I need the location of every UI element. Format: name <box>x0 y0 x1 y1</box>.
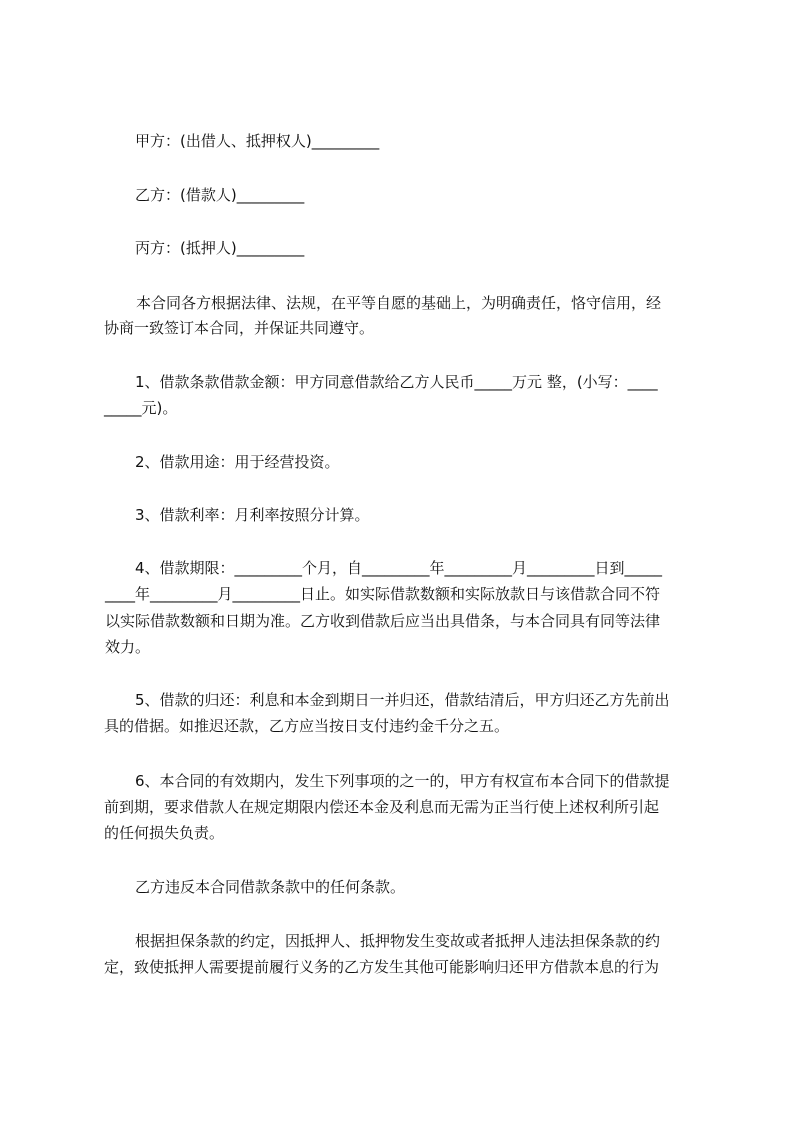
preamble-line-1: 本合同各方根据法律、法规，在平等自愿的基础上，为明确责任，恪守信用，经 <box>136 294 662 312</box>
clause2-line: 2、借款用途：用于经营投资。 <box>135 453 340 471</box>
clause4-line-1: 4、借款期限：_________个月，自_________年_________月_________日到_____ <box>135 559 663 577</box>
clause4-line-4: 效力。 <box>105 638 151 656</box>
clause1-line-2: _____元)。 <box>104 399 178 417</box>
party-b-line: 乙方：(借款人)_________ <box>135 186 305 204</box>
guarantee-line-1: 根据担保条款的约定，因抵押人、抵押物发生变故或者抵押人违法担保条款的约 <box>135 932 661 950</box>
party-c-line: 丙方：(抵押人)_________ <box>135 239 305 257</box>
clause6-line-3: 的任何损失负责。 <box>104 824 225 842</box>
party-a-line: 甲方：(出借人、抵押权人)_________ <box>135 132 380 150</box>
clause6-line-2: 前到期，要求借款人在规定期限内偿还本金及利息而无需为正当行使上述权利所引起 <box>104 798 660 816</box>
clause4-line-3: 以实际借款数额和日期为准。乙方收到借款后应当出具借条，与本合同具有同等法律 <box>105 612 661 630</box>
clause6-line-1: 6、本合同的有效期内，发生下列事项的之一的，甲方有权宣布本合同下的借款提 <box>135 772 670 790</box>
preamble-line-2: 协商一致签订本合同，并保证共同遵守。 <box>104 319 375 337</box>
clause3-line: 3、借款利率：月利率按照分计算。 <box>135 506 370 524</box>
clause1-line-1: 1、借款条款借款金额：甲方同意借款给乙方人民币_____万元 整，(小写：____ <box>135 373 658 391</box>
clause4-line-2: ____年_________月_________日止。如实际借款数额和实际放款日与该借款合同不符 <box>105 585 661 603</box>
clause5-line-1: 5、借款的归还：利息和本金到期日一并归还，借款结清后，甲方归还乙方先前出 <box>135 691 670 709</box>
clause5-line-2: 具的借据。如推迟还款，乙方应当按日支付违约金千分之五。 <box>104 717 510 735</box>
guarantee-line-2: 定，致使抵押人需要提前履行义务的乙方发生其他可能影响归还甲方借款本息的行为 <box>104 958 660 976</box>
breach-line: 乙方违反本合同借款条款中的任何条款。 <box>135 878 406 896</box>
